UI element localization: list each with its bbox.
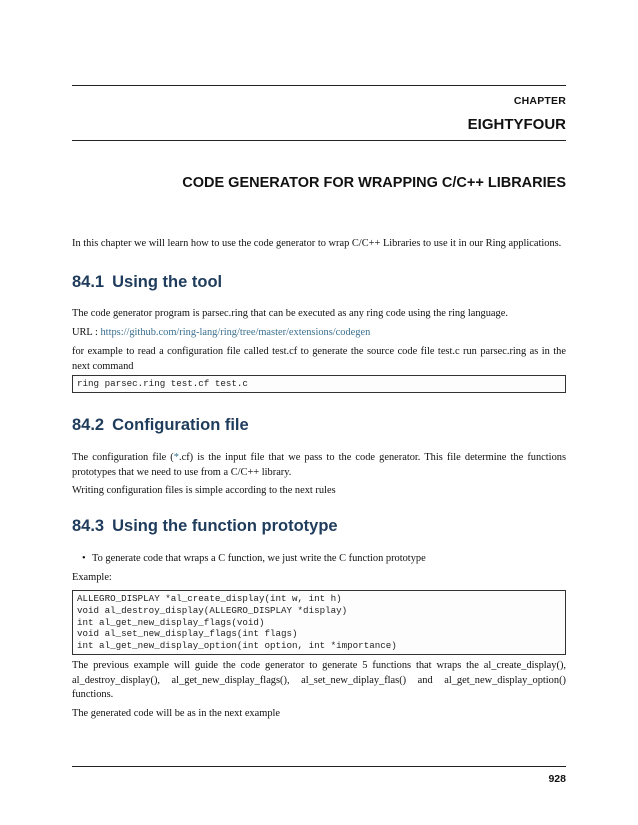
section-heading-84-3 (72, 517, 338, 536)
section2-paragraph-1 (72, 451, 566, 480)
chapter-label: CHAPTER (513, 95, 566, 107)
section-number: 84.2 (72, 416, 105, 434)
bullet-text: To generate code that wraps a C function, we just write the C function prototype (92, 553, 426, 564)
section-number: 84.1 (72, 273, 105, 291)
bullet-item (82, 552, 562, 567)
bullet-dot-icon: • (82, 553, 86, 564)
section-title: Using the function prototype (112, 517, 338, 535)
section2-paragraph-2: Writing configuration files is simple according to the next rules (72, 485, 336, 496)
codegen-url-link[interactable]: https://github.com/ring-lang/ring/tree/master/extensions/codegen (100, 327, 371, 338)
url-line (72, 326, 566, 341)
section-heading-84-2 (72, 416, 249, 435)
example-label: Example: (72, 572, 112, 583)
header-bottom-rule (72, 140, 566, 141)
section-number: 84.3 (72, 517, 105, 535)
section-title: Using the tool (112, 273, 223, 291)
section3-paragraph-2: The generated code will be as in the next example (72, 708, 281, 719)
url-label: URL : (72, 327, 101, 338)
chapter-title: CODE GENERATOR FOR WRAPPING C/C++ LIBRARIES (182, 175, 566, 191)
star-link[interactable]: * (173, 452, 179, 463)
section1-paragraph-2: for example to read a configuration file called test.cf to generate the source code file test.c run parsec.ring as in the next command (72, 346, 566, 372)
document-page (72, 0, 566, 825)
header-top-rule (72, 85, 566, 86)
text-fragment: The configuration file ( (72, 452, 174, 463)
section-title: Configuration file (112, 416, 249, 434)
code-block-prototypes: ALLEGRO_DISPLAY *al_create_display(int w, int h) void al_destroy_display(ALLEGRO_DISPLAY *display) int al_get_new_display_flags(void) void al_set_new_display_flags(int flags) int al_get_new_display_option(int option, int *importance) (72, 590, 566, 655)
section3-paragraph-1: The previous example will guide the code generator to generate 5 functions that wraps the al_create_display(), al_destroy_display(), al_get_new_display_flags(), al_set_new_diplay_flas() and al_get_new_display_option() functions. (72, 660, 566, 700)
chapter-number: EIGHTYFOUR (467, 116, 566, 133)
intro-paragraph: In this chapter we will learn how to use the code generator to wrap C/C++ Libraries to use it in our Ring applications. (72, 238, 562, 249)
footer-rule (72, 766, 566, 767)
page-number: 928 (548, 773, 566, 785)
section-heading-84-1 (72, 273, 222, 292)
section1-paragraph-1: The code generator program is parsec.ring that can be executed as any ring code using the ring language. (72, 308, 508, 319)
code-block-command: ring parsec.ring test.cf test.c (72, 375, 566, 393)
text-fragment: .cf) is the input file that we pass to the code generator. This file determine the functions prototypes that we need to use from a C/C++ library. (72, 452, 567, 478)
